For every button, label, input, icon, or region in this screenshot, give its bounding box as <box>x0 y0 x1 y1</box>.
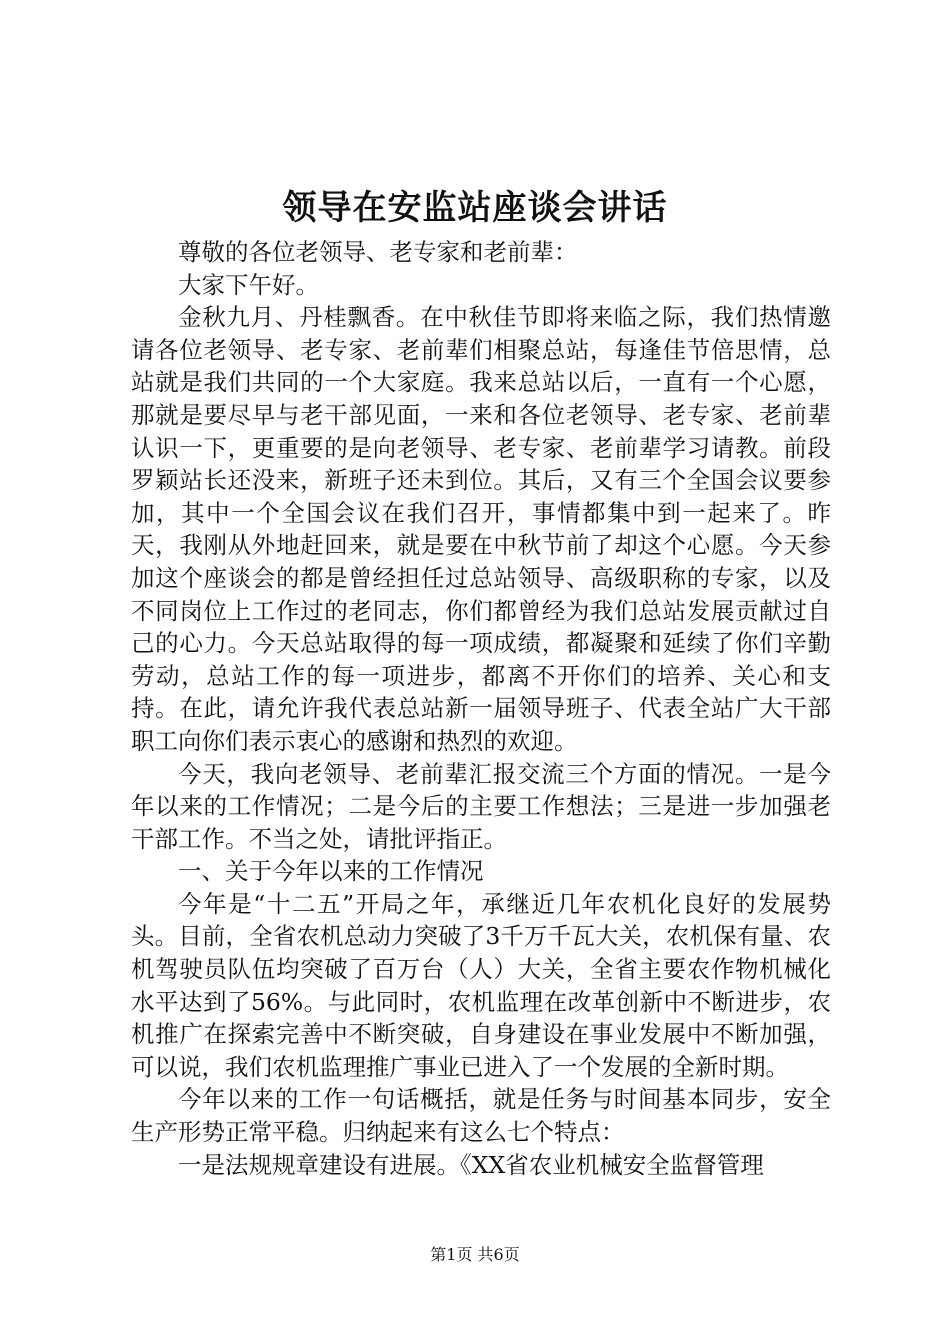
page-footer: 第1页 共6页 <box>430 1245 520 1264</box>
document-body <box>131 236 831 1181</box>
paragraph: 今年以来的工作一句话概括，就是任务与时间基本同步，安全生产形势正常平稳。归纳起来有这么七个特点： <box>131 1085 831 1147</box>
greeting: 大家下午好。 <box>178 270 319 299</box>
paragraph: 今天，我向老领导、老前辈汇报交流三个方面的情况。一是今年以来的工作情况；二是今后的主要工作想法；三是进一步加强老干部工作。不当之处，请批评指正。 <box>131 759 831 853</box>
paragraph: 一是法规规章建设有进展。《XX省农业机械安全监督管理 <box>178 1150 764 1179</box>
section-heading: 一、关于今年以来的工作情况 <box>178 857 484 886</box>
paragraph: 金秋九月、丹桂飘香。在中秋佳节即将来临之际，我们热情邀请各位老领导、老专家、老前辈们相聚总站，每逢佳节倍思情，总站就是我们共同的一个大家庭。我来总站以后，一直有一个心愿，那就是要尽早与老干部见面，一来和各位老领导、老专家、老前辈认识一下，更重要的是向老领导、老专家、老前辈学习请教。前段罗颖站长还没来，新班子还未到位。其后，又有三个全国会议要参加，其中一个全国会议在我们召开，事情都集中到一起来了。昨天，我刚从外地赶回来，就是要在中秋节前了却这个心愿。今天参加这个座谈会的都是曾经担任过总站领导、高级职称的专家，以及不同岗位上工作过的老同志，你们都曾经为我们总站发展贡献过自己的心力。今天总站取得的每一项成绩，都凝聚和延续了你们辛勤劳动，总站工作的每一项进步，都离不开你们的培养、关心和支持。在此，请允许我代表总站新一届领导班子、代表全站广大干部职工向你们表示衷心的感谢和热烈的欢迎。 <box>131 303 831 755</box>
paragraph: 今年是“十二五”开局之年，承继近几年农机化良好的发展势头。目前，全省农机总动力突破了3千万千瓦大关，农机保有量、农机驾驶员队伍均突破了百万台（人）大关，全省主要农作物机械化水平达到了56%。与此同时，农机监理在改革创新中不断进步，农机推广在探索完善中不断突破，自身建设在事业发展中不断加强，可以说，我们农机监理推广事业已进入了一个发展的全新时期。 <box>131 889 831 1081</box>
document-title: 领导在安监站座谈会讲话 <box>282 188 668 228</box>
salutation: 尊敬的各位老领导、老专家和老前辈： <box>178 238 578 266</box>
